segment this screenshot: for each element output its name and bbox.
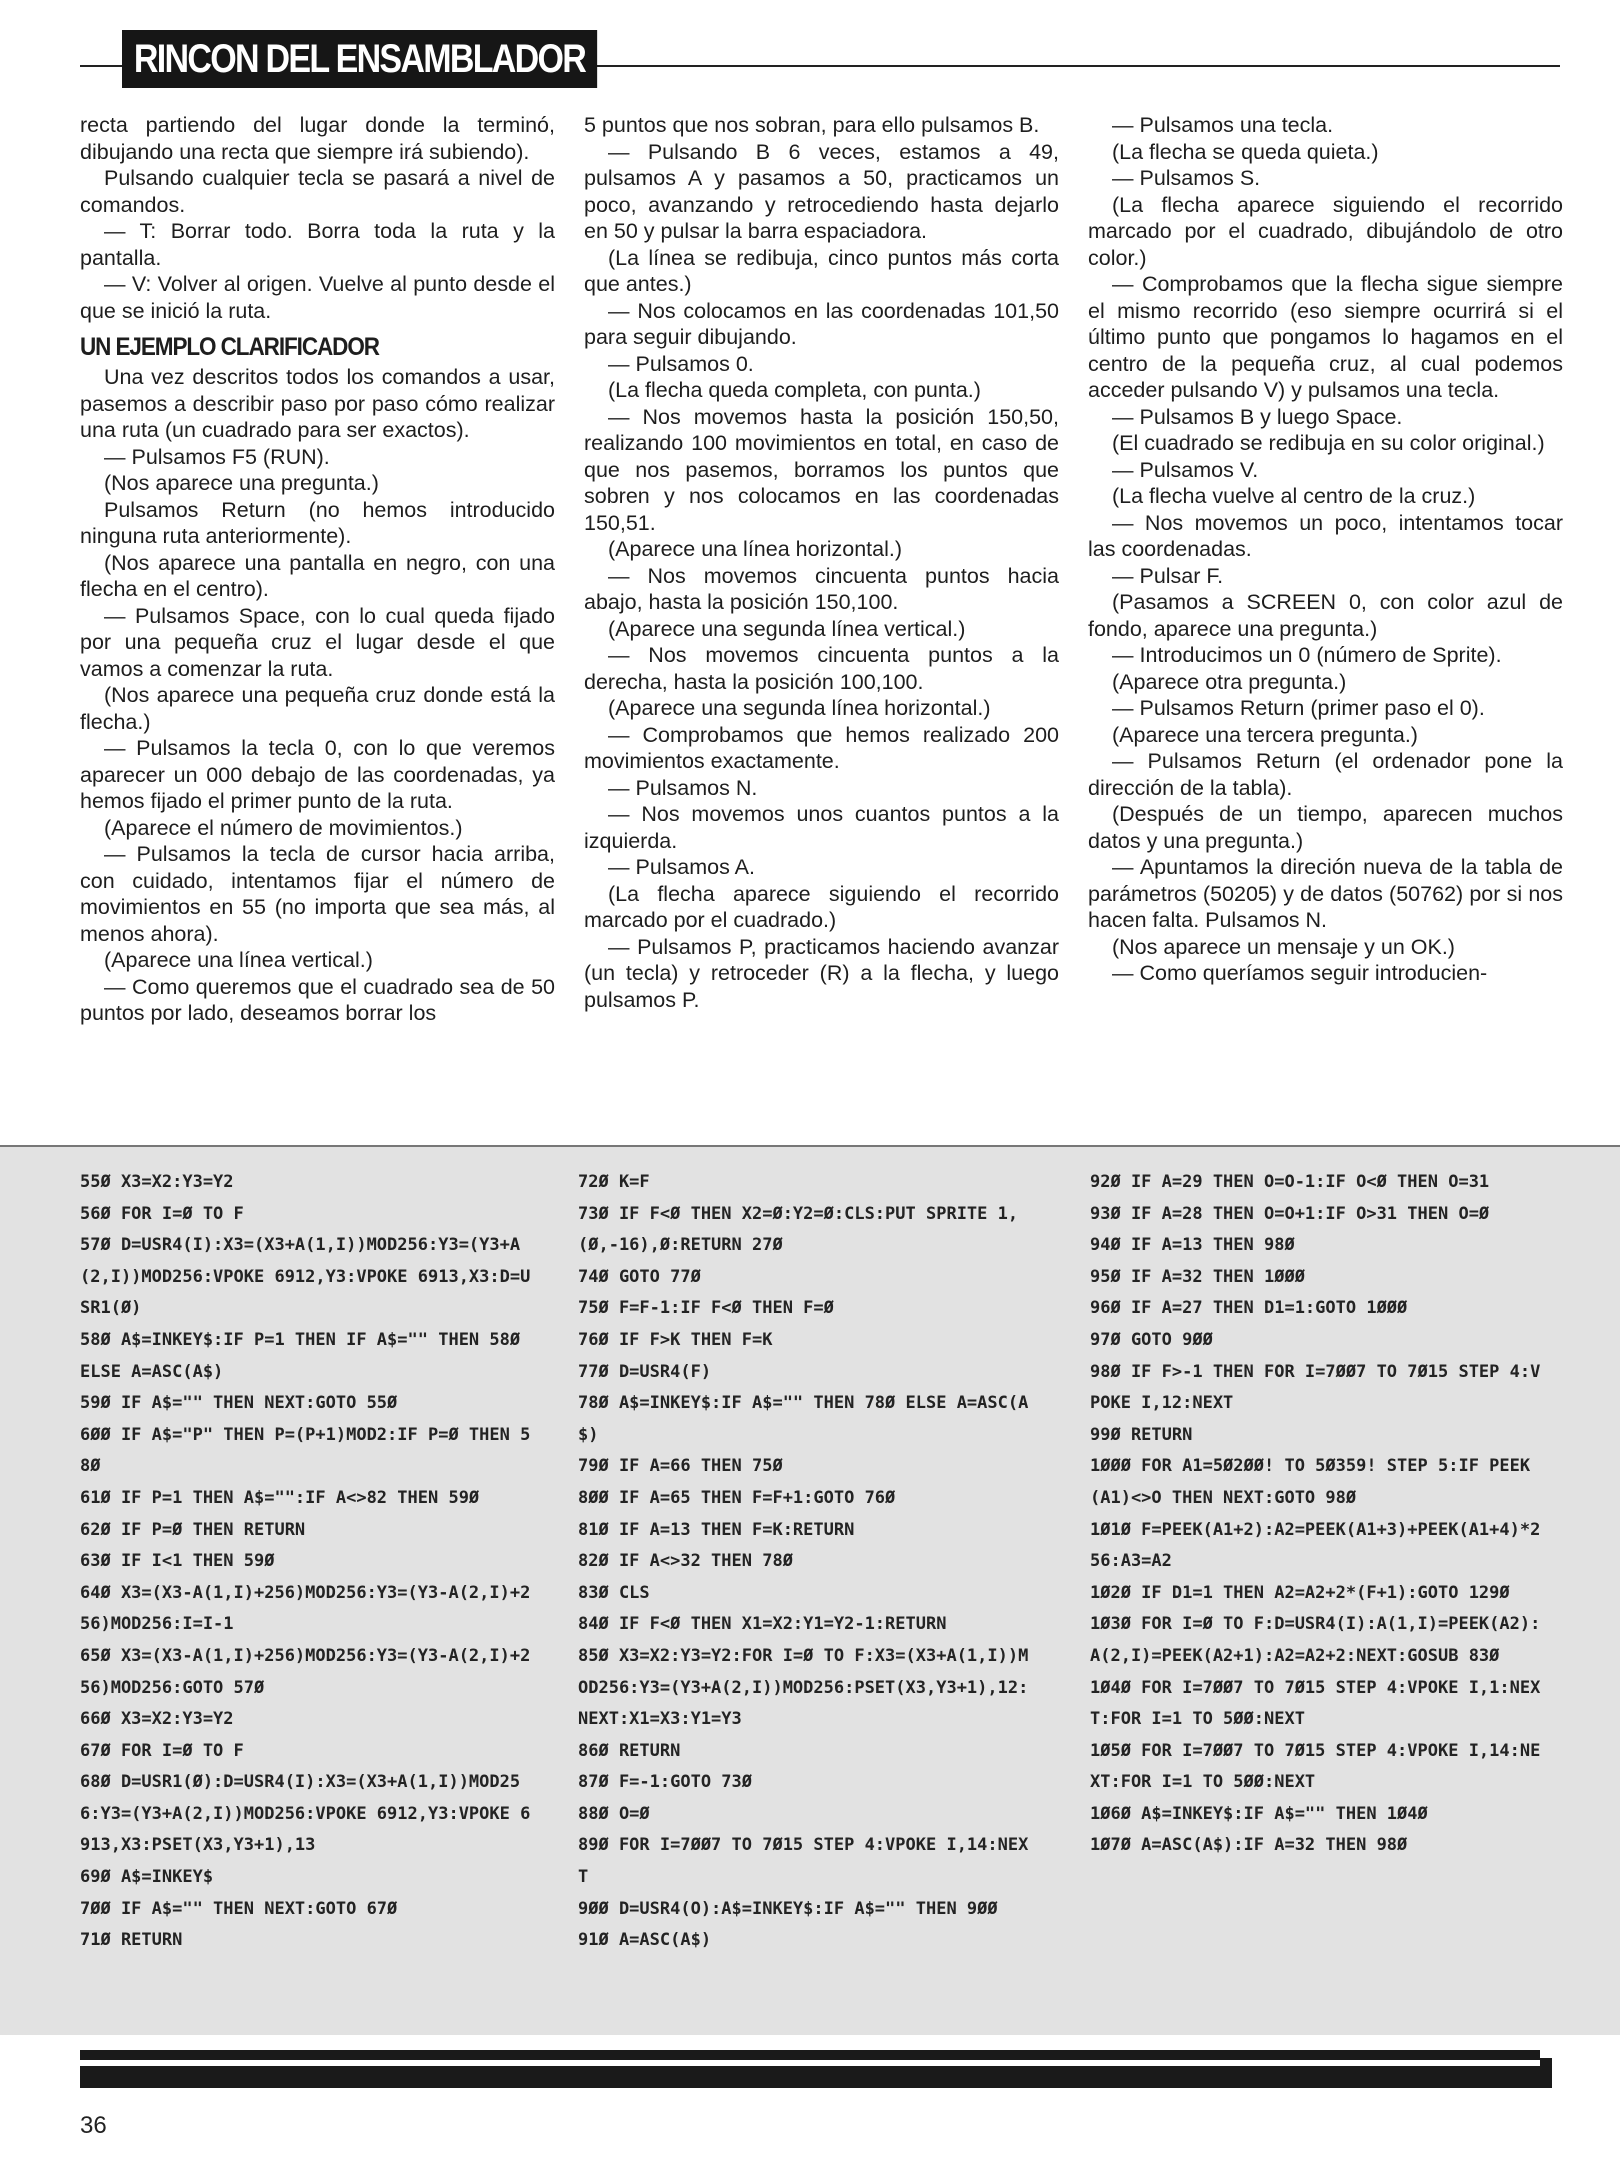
- listing-column-1: [80, 1167, 535, 1957]
- paragraph: — Pulsamos Space, con lo cual queda fijado por una pequeña cruz el lugar desde el que vamos a comenzar la ruta.: [80, 603, 555, 681]
- code-line: 75Ø F=F-1:IF F<Ø THEN F=Ø: [578, 1298, 834, 1319]
- text-column-2: [584, 112, 1059, 1013]
- paragraph: — Nos movemos un poco, intentamos tocar las coordenadas.: [1088, 510, 1563, 561]
- code-line: 1Ø1Ø F=PEEK(A1+2):A2=PEEK(A1+3)+PEEK(A1+4)*256:A3=A2: [1090, 1519, 1541, 1572]
- paragraph: — Nos movemos cincuenta puntos a la derecha, hasta la posición 100,100.: [584, 643, 1059, 694]
- code-line: 1ØØØ FOR A1=5Ø2ØØ! TO 5Ø359! STEP 5:IF PEEK(A1)<>O THEN NEXT:GOTO 98Ø: [1090, 1456, 1531, 1508]
- code-line: 58Ø A$=INKEY$:IF P=1 THEN IF A$="" THEN 58Ø ELSE A=ASC(A$): [80, 1329, 531, 1382]
- paragraph: — Pulsamos B y luego Space.: [1112, 404, 1403, 429]
- code-line: 57Ø D=USR4(I):X3=(X3+A(1,I))MOD256:Y3=(Y3+A(2,I))MOD256:VPOKE 6912,Y3:VPOKE 6913,X3:D=USR1(Ø): [80, 1235, 531, 1319]
- text-column-3: [1088, 112, 1563, 987]
- section-header: [80, 30, 1560, 90]
- paragraph: (Después de un tiempo, aparecen muchos datos y una pregunta.): [1088, 802, 1563, 853]
- listing-top-rule: [0, 1145, 1620, 1147]
- paragraph: — Pulsamos S.: [1112, 166, 1261, 190]
- code-line: 87Ø F=-1:GOTO 73Ø: [578, 1772, 752, 1793]
- paragraph: (El cuadrado se redibuja en su color original.): [1112, 431, 1545, 455]
- paragraph: — Pulsar F.: [1112, 563, 1224, 588]
- code-line: 72Ø K=F: [578, 1172, 650, 1192]
- paragraph: — T: Borrar todo. Borra toda la ruta y la pantalla.: [80, 219, 555, 270]
- listing-column-3: [1090, 1167, 1545, 1862]
- code-line: 65Ø X3=(X3-A(1,I)+256)MOD256:Y3=(Y3-A(2,I)+256)MOD256:GOTO 57Ø: [80, 1645, 531, 1698]
- footer-bar-end: [1540, 2058, 1552, 2088]
- paragraph: — Pulsando B 6 veces, estamos a 49, pulsamos A y pasamos a 50, practicamos un poco, avanzando y retrocediendo hasta dejarlo en 50 y pulsar la barra espaciadora.: [584, 139, 1059, 243]
- code-line: 84Ø IF F<Ø THEN X1=X2:Y1=Y2-1:RETURN: [578, 1614, 947, 1635]
- paragraph: — Apuntamos la direción nueva de la tabla de parámetros (50205) y de datos (50762) por si nos hacen falta. Pulsamos N.: [1088, 855, 1563, 932]
- code-line: 97Ø GOTO 9ØØ: [1090, 1329, 1213, 1350]
- paragraph: (La flecha queda completa, con punta.): [608, 378, 981, 402]
- code-line: 77Ø D=USR4(F): [578, 1361, 712, 1382]
- code-line: 92Ø IF A=29 THEN O=O-1:IF O<Ø THEN O=31: [1090, 1172, 1490, 1192]
- code-line: 56Ø FOR I=Ø TO F: [80, 1203, 244, 1224]
- code-line: 6ØØ IF A$="P" THEN P=(P+1)MOD2:IF P=Ø THEN 58Ø: [80, 1424, 531, 1477]
- code-line: 62Ø IF P=Ø THEN RETURN: [80, 1519, 306, 1540]
- paragraph: (La flecha aparece siguiendo el recorrido marcado por el cuadrado.): [584, 881, 1059, 932]
- code-line: 96Ø IF A=27 THEN D1=1:GOTO 1ØØØ: [1090, 1298, 1408, 1319]
- paragraph: (La línea se redibuja, cinco puntos más corta que antes.): [584, 245, 1059, 296]
- paragraph: recta partiendo del lugar donde la terminó, dibujando una recta que siempre irá subiendo).: [80, 113, 555, 164]
- code-line: 71Ø RETURN: [80, 1930, 183, 1951]
- paragraph: (Aparece el número de movimientos.): [104, 815, 463, 840]
- paragraph: (Pasamos a SCREEN 0, con color azul de fondo, aparece una pregunta.): [1088, 590, 1563, 641]
- code-line: 73Ø IF F<Ø THEN X2=Ø:Y2=Ø:CLS:PUT SPRITE 1,(Ø,-16),Ø:RETURN 27Ø: [578, 1203, 1019, 1256]
- code-line: 83Ø CLS: [578, 1582, 650, 1603]
- code-line: 69Ø A$=INKEY$: [80, 1867, 214, 1888]
- paragraph: — Introducimos un 0 (número de Sprite).: [1112, 643, 1502, 667]
- code-line: 86Ø RETURN: [578, 1740, 681, 1761]
- code-line: 7ØØ IF A$="" THEN NEXT:GOTO 67Ø: [80, 1898, 398, 1919]
- basic-listing: [0, 1145, 1620, 2035]
- code-line: 89Ø FOR I=7ØØ7 TO 7Ø15 STEP 4:VPOKE I,14:NEXT: [578, 1835, 1029, 1888]
- paragraph: — Como queríamos seguir introducien-: [1112, 961, 1488, 985]
- paragraph: (Aparece una línea horizontal.): [608, 537, 903, 561]
- code-line: 81Ø IF A=13 THEN F=K:RETURN: [578, 1519, 855, 1540]
- code-line: 95Ø IF A=32 THEN 1ØØØ: [1090, 1266, 1305, 1287]
- footer-bar: [80, 2066, 1540, 2088]
- paragraph: — Pulsamos Return (primer paso el 0).: [1112, 696, 1485, 720]
- paragraph: — Pulsamos V.: [1112, 457, 1259, 482]
- code-line: 55Ø X3=X2:Y3=Y2: [80, 1172, 234, 1192]
- paragraph: — Pulsamos F5 (RUN).: [104, 444, 330, 469]
- section-title: RINCON DEL ENSAMBLADOR: [122, 30, 597, 88]
- code-line: 91Ø A=ASC(A$): [578, 1930, 712, 1951]
- paragraph: (Aparece una tercera pregunta.): [1112, 722, 1418, 747]
- paragraph: — Comprobamos que hemos realizado 200 movimientos exactamente.: [584, 722, 1059, 773]
- paragraph: (Aparece una segunda línea vertical.): [608, 616, 966, 641]
- paragraph: — Como queremos que el cuadrado sea de 50 puntos por lado, deseamos borrar los: [80, 974, 555, 1025]
- page-number: 36: [80, 2112, 107, 2139]
- paragraph: — V: Volver al origen. Vuelve al punto desde el que se inició la ruta.: [80, 272, 555, 323]
- paragraph: (La flecha aparece siguiendo el recorrido marcado por el cuadrado, dibujándolo de otro color.): [1088, 192, 1563, 270]
- text-column-1: [80, 112, 555, 1027]
- paragraph: (La flecha se queda quieta.): [1112, 139, 1379, 164]
- paragraph: — Pulsamos la tecla 0, con lo que veremos aparecer un 000 debajo de las coordenadas, ya hemos fijado el primer punto de la ruta.: [80, 736, 555, 813]
- paragraph: — Pulsamos una tecla.: [1112, 113, 1334, 137]
- paragraph: (Nos aparece una pantalla en negro, con una flecha en el centro).: [80, 550, 555, 601]
- code-line: 98Ø IF F>-1 THEN FOR I=7ØØ7 TO 7Ø15 STEP 4:VPOKE I,12:NEXT: [1090, 1361, 1541, 1414]
- section-heading: UN EJEMPLO CLARIFICADOR: [80, 333, 379, 361]
- code-line: 64Ø X3=(X3-A(1,I)+256)MOD256:Y3=(Y3-A(2,I)+256)MOD256:I=I-1: [80, 1582, 531, 1635]
- code-line: 68Ø D=USR1(Ø):D=USR4(I):X3=(X3+A(1,I))MOD256:Y3=(Y3+A(2,I))MOD256:VPOKE 6912,Y3:VPOKE 6913,X3:PSET(X3,Y3+1),13: [80, 1772, 531, 1856]
- paragraph: (Nos aparece un mensaje y un OK.): [1112, 934, 1455, 959]
- code-line: 76Ø IF F>K THEN F=K: [578, 1329, 773, 1350]
- paragraph: — Pulsamos A.: [608, 855, 755, 879]
- paragraph: (Nos aparece una pequeña cruz donde está la flecha.): [80, 683, 555, 734]
- paragraph: — Pulsamos P, practicamos haciendo avanzar (un tecla) y retroceder (R) a la flecha, y luego pulsamos P.: [584, 934, 1059, 1012]
- code-line: 63Ø IF I<1 THEN 59Ø: [80, 1551, 275, 1572]
- code-line: 1Ø6Ø A$=INKEY$:IF A$="" THEN 1Ø4Ø: [1090, 1803, 1428, 1824]
- paragraph: — Nos movemos unos cuantos puntos a la izquierda.: [584, 802, 1059, 853]
- code-line: 9ØØ D=USR4(O):A$=INKEY$:IF A$="" THEN 9ØØ: [578, 1898, 998, 1919]
- code-line: 8ØØ IF A=65 THEN F=F+1:GOTO 76Ø: [578, 1487, 896, 1508]
- paragraph: — Pulsamos la tecla de cursor hacia arriba, con cuidado, intentamos fijar el número de movimientos en 55 (no importa que sea más, al menos ahora).: [80, 842, 555, 946]
- code-line: 1Ø7Ø A=ASC(A$):IF A=32 THEN 98Ø: [1090, 1835, 1408, 1856]
- paragraph: — Pulsamos N.: [608, 775, 758, 800]
- code-line: 82Ø IF A<>32 THEN 78Ø: [578, 1551, 793, 1572]
- code-line: 88Ø O=Ø: [578, 1803, 650, 1824]
- code-line: 1Ø5Ø FOR I=7ØØ7 TO 7Ø15 STEP 4:VPOKE I,14:NEXT:FOR I=1 TO 5ØØ:NEXT: [1090, 1740, 1541, 1793]
- paragraph: (Nos aparece una pregunta.): [104, 471, 379, 495]
- code-line: 94Ø IF A=13 THEN 98Ø: [1090, 1235, 1295, 1256]
- code-line: 93Ø IF A=28 THEN O=O+1:IF O>31 THEN O=Ø: [1090, 1203, 1490, 1224]
- code-line: 99Ø RETURN: [1090, 1424, 1193, 1445]
- paragraph: (Aparece una línea vertical.): [104, 948, 373, 972]
- code-line: 67Ø FOR I=Ø TO F: [80, 1740, 244, 1761]
- code-line: 61Ø IF P=1 THEN A$="":IF A<>82 THEN 59Ø: [80, 1487, 480, 1508]
- paragraph: (Aparece otra pregunta.): [1112, 669, 1347, 694]
- code-line: 1Ø3Ø FOR I=Ø TO F:D=USR4(I):A(1,I)=PEEK(A2):A(2,I)=PEEK(A2+1):A2=A2+2:NEXT:GOSUB 83Ø: [1090, 1614, 1541, 1666]
- code-line: 66Ø X3=X2:Y3=Y2: [80, 1709, 234, 1730]
- paragraph: — Comprobamos que la flecha sigue siempre el mismo recorrido (eso siempre ocurrirá si el último punto que pongamos lo hagamos en el centro de la pequeña cruz, al cual podemos acceder pulsando V) y pulsamos una tecla.: [1088, 272, 1563, 402]
- paragraph: (Aparece una segunda línea horizontal.): [608, 696, 991, 720]
- paragraph: — Pulsamos 0.: [608, 351, 754, 376]
- footer-rule: [80, 2050, 1540, 2060]
- paragraph: Pulsamos Return (no hemos introducido ninguna ruta anteriormente).: [80, 497, 555, 548]
- code-line: 85Ø X3=X2:Y3=Y2:FOR I=Ø TO F:X3=(X3+A(1,I))MOD256:Y3=(Y3+A(2,I))MOD256:PSET(X3,Y3+1),12:NEXT:X1=X3:Y1=Y3: [578, 1645, 1029, 1730]
- paragraph: — Nos movemos cincuenta puntos hacia abajo, hasta la posición 150,100.: [584, 563, 1059, 614]
- code-line: 78Ø A$=INKEY$:IF A$="" THEN 78Ø ELSE A=ASC(A$): [578, 1393, 1029, 1445]
- code-line: 1Ø4Ø FOR I=7ØØ7 TO 7Ø15 STEP 4:VPOKE I,1:NEXT:FOR I=1 TO 5ØØ:NEXT: [1090, 1677, 1541, 1730]
- paragraph: — Pulsamos Return (el ordenador pone la dirección de la tabla).: [1088, 749, 1563, 800]
- listing-column-2: [578, 1167, 1033, 1957]
- paragraph: Una vez descritos todos los comandos a usar, pasemos a describir paso por paso cómo realizar una ruta (un cuadrado para ser exactos).: [80, 365, 555, 442]
- code-line: 79Ø IF A=66 THEN 75Ø: [578, 1456, 783, 1477]
- paragraph: — Nos colocamos en las coordenadas 101,50 para seguir dibujando.: [584, 298, 1059, 349]
- paragraph: 5 puntos que nos sobran, para ello pulsamos B.: [584, 113, 1040, 137]
- paragraph: — Nos movemos hasta la posición 150,50, realizando 100 movimientos en total, en caso de que nos pasemos, borramos los puntos que sobren y nos colocamos en las coordenadas 150,51.: [584, 404, 1059, 535]
- paragraph: Pulsando cualquier tecla se pasará a nivel de comandos.: [80, 166, 555, 217]
- code-line: 1Ø2Ø IF D1=1 THEN A2=A2+2*(F+1):GOTO 129Ø: [1090, 1582, 1510, 1603]
- code-line: 74Ø GOTO 77Ø: [578, 1266, 701, 1287]
- code-line: 59Ø IF A$="" THEN NEXT:GOTO 55Ø: [80, 1393, 398, 1414]
- paragraph: (La flecha vuelve al centro de la cruz.): [1112, 484, 1476, 508]
